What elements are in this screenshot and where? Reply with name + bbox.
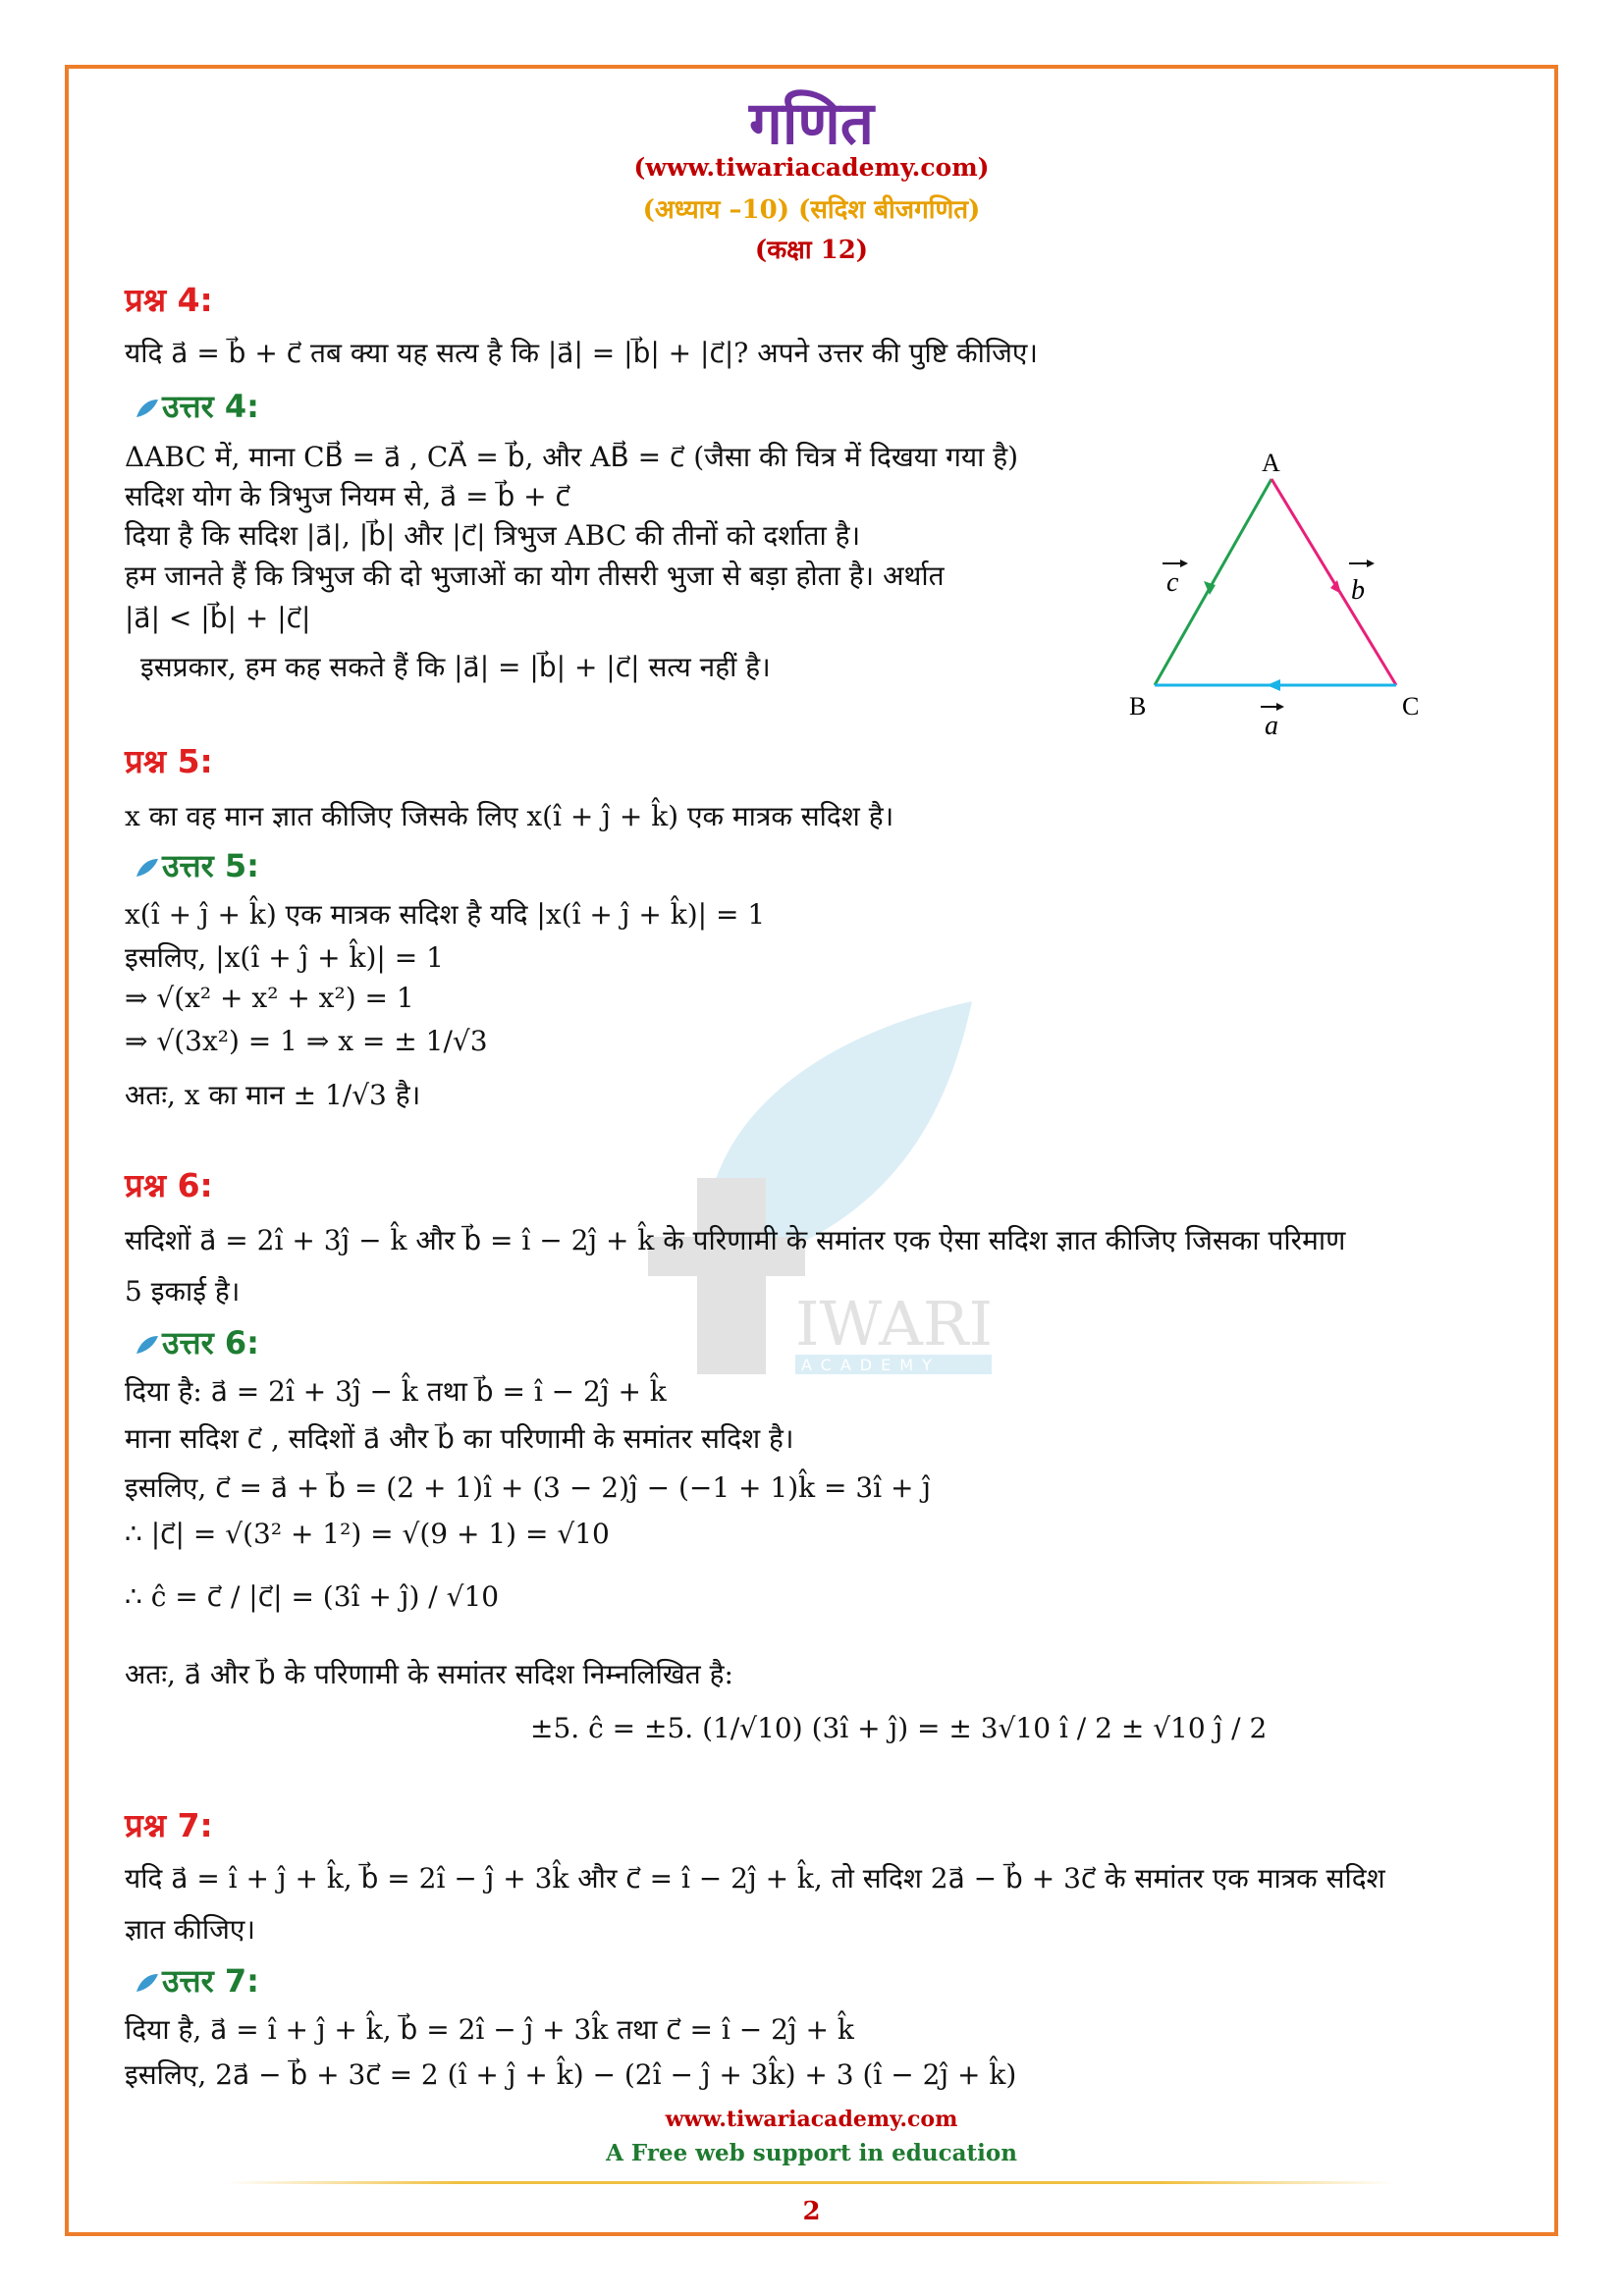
question-4-heading: प्रश्न 4:: [125, 281, 213, 319]
vertex-b-label: B: [1129, 692, 1147, 721]
vertex-c-label: C: [1402, 692, 1420, 721]
footer-divider: [226, 2181, 1394, 2184]
question-7-heading: प्रश्न 7:: [125, 1806, 213, 1844]
vector-b-label: b: [1351, 575, 1365, 606]
answer-4-line: इसप्रकार, हम कह सकते हैं कि |a⃗| = |b⃗| + |c⃗| सत्य नहीं है।: [140, 651, 771, 683]
answer-4-line: दिया है कि सदिश |a⃗|, |b⃗| और |c⃗| त्रिभुज ABC की तीनों को दर्शाता है।: [125, 519, 861, 552]
arrowhead-b: [1330, 580, 1341, 594]
feather-icon: [135, 1334, 160, 1356]
answer-4-line: ΔABC में, माना CB⃗ = a⃗ , CA⃗ = b⃗, और AB⃗ = c⃗ (जैसा की चित्र में दिखया गया है): [125, 441, 1019, 473]
answer-4-line: सदिश योग के त्रिभुज नियम से, a⃗ = b⃗ + c⃗: [125, 480, 570, 512]
vector-c-label: c: [1166, 567, 1179, 598]
question-6-heading: प्रश्न 6:: [125, 1166, 213, 1204]
class-label: (कक्षा 12): [754, 236, 869, 265]
page-title: गणित: [749, 89, 874, 158]
answer-7-heading: उत्तर 7:: [135, 1959, 259, 2002]
answer-6-result: ±5. ĉ = ±5. (1/√10) (3î + ĵ) = ± 3√10 î / 2 ± √10 ĵ / 2: [530, 1712, 1268, 1744]
vertex-a-label: A: [1262, 449, 1280, 477]
answer-6-line: अतः, a⃗ और b⃗ के परिणामी के समांतर सदिश निम्नलिखित है:: [125, 1658, 733, 1690]
vector-a-label: a: [1265, 711, 1278, 741]
watermark-academy: ACADEMY: [801, 1356, 941, 1374]
answer-4-heading: उत्तर 4:: [135, 385, 259, 427]
answer-7-line: दिया है, a⃗ = î + ĵ + k̂, b⃗ = 2î − ĵ + 3k̂ तथा c⃗ = î − 2ĵ + k̂: [125, 2013, 854, 2046]
answer-5-line: ⇒ √(3x²) = 1 ⇒ x = ± 1/√3: [125, 1025, 488, 1057]
tiwari-watermark-logo: [648, 982, 1001, 1374]
answer-5-heading: उत्तर 5:: [135, 844, 259, 886]
feather-icon: [135, 1972, 160, 1994]
triangle-abc-diagram: [1119, 442, 1434, 746]
arrowhead-a: [1267, 679, 1280, 691]
footer-tagline: A Free web support in education: [606, 2140, 1017, 2166]
answer-5-line: इसलिए, |x(î + ĵ + k̂)| = 1: [125, 941, 444, 974]
question-4-text: यदि a⃗ = b⃗ + c⃗ तब क्या यह सत्य है कि |a⃗| = |b⃗| + |c⃗|? अपने उत्तर की पुष्टि कीजिए।: [125, 337, 1038, 369]
footer-website-link[interactable]: www.tiwariacademy.com: [665, 2107, 958, 2132]
answer-4-line: हम जानते हैं कि त्रिभुज की दो भुजाओं का योग तीसरी भुजा से बड़ा होता है। अर्थात: [125, 560, 945, 592]
question-5-heading: प्रश्न 5:: [125, 742, 213, 780]
feather-icon: [135, 857, 160, 879]
answer-5-line: ⇒ √(x² + x² + x²) = 1: [125, 982, 414, 1014]
question-5-text: x का वह मान ज्ञात कीजिए जिसके लिए x(î + ĵ + k̂) एक मात्रक सदिश है।: [125, 800, 894, 832]
answer-6-line: ∴ |c⃗| = √(3² + 1²) = √(9 + 1) = √10: [125, 1518, 610, 1550]
answer-4-line: |a⃗| < |b⃗| + |c⃗|: [125, 602, 311, 634]
header-website: (www.tiwariacademy.com): [633, 153, 990, 182]
feather-icon: [135, 398, 160, 419]
answer-6-line: ∴ ĉ = c⃗ / |c⃗| = (3î + ĵ) / √10: [125, 1580, 500, 1613]
answer-5-line: अतः, x का मान ± 1/√3 है।: [125, 1079, 421, 1111]
side-ac-line: [1271, 479, 1396, 685]
question-6-text-line1: सदिशों a⃗ = 2î + 3ĵ − k̂ और b⃗ = î − 2ĵ + k̂ के परिणामी के समांतर एक ऐसा सदिश ज्ञात कीजिए जिसका परिमाण: [125, 1224, 1346, 1256]
watermark-name: IWARI: [795, 1288, 994, 1360]
answer-5-line: x(î + ĵ + k̂) एक मात्रक सदिश है यदि |x(î + ĵ + k̂)| = 1: [125, 898, 766, 931]
page-number: 2: [802, 2197, 821, 2226]
answer-6-line: इसलिए, c⃗ = a⃗ + b⃗ = (2 + 1)î + (3 − 2)ĵ − (−1 + 1)k̂ = 3î + ĵ: [125, 1471, 932, 1504]
question-6-text-line2: 5 इकाई है।: [125, 1275, 241, 1308]
chapter-label: (अध्याय –10) (सदिश बीजगणित): [642, 195, 981, 225]
answer-6-line: माना सदिश c⃗ , सदिशों a⃗ और b⃗ का परिणामी के समांतर सदिश है।: [125, 1422, 794, 1455]
question-7-text-line1: यदि a⃗ = î + ĵ + k̂, b⃗ = 2î − ĵ + 3k̂ और c⃗ = î − 2ĵ + k̂, तो सदिश 2a⃗ − b⃗ + 3c⃗ के समांतर एक मात्रक सदिश: [125, 1862, 1385, 1895]
answer-6-line: दिया है: a⃗ = 2î + 3ĵ − k̂ तथा b⃗ = î − 2ĵ + k̂: [125, 1375, 667, 1408]
answer-7-line: इसलिए, 2a⃗ − b⃗ + 3c⃗ = 2 (î + ĵ + k̂) − (2î − ĵ + 3k̂) + 3 (î − 2ĵ + k̂): [125, 2058, 1017, 2091]
answer-6-heading: उत्तर 6:: [135, 1321, 259, 1363]
question-7-text-line2: ज्ञात कीजिए।: [125, 1913, 255, 1946]
